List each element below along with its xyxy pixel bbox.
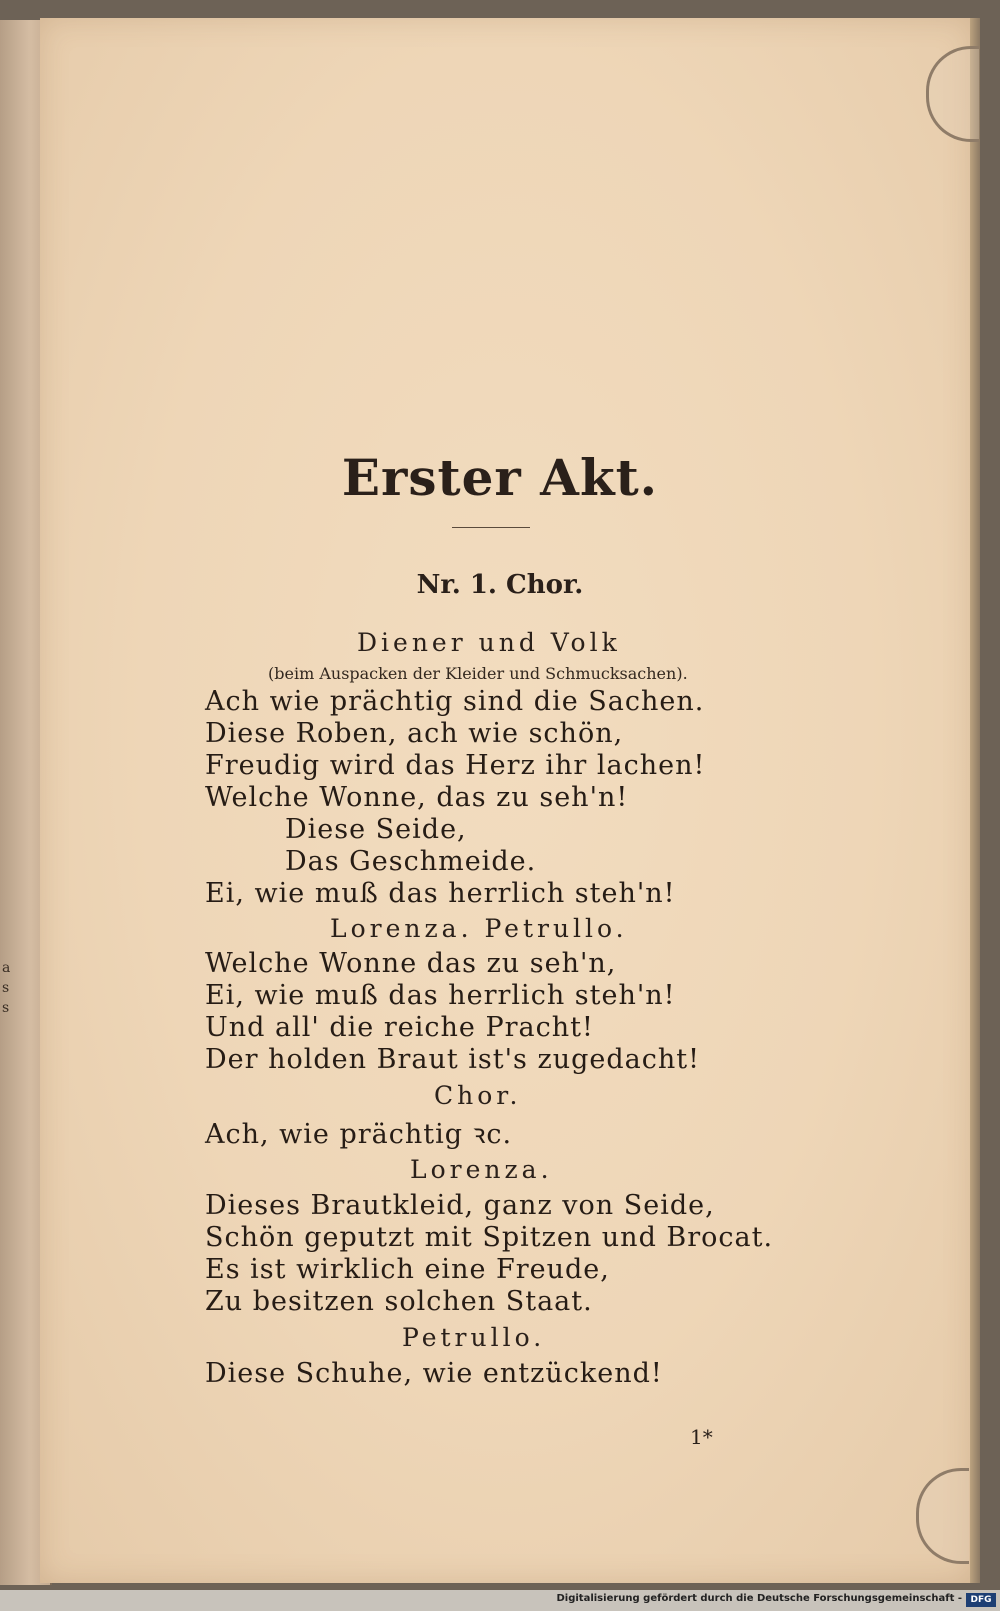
dfg-logo: DFG [966, 1593, 996, 1607]
verse-line: Und all' die reiche Pracht! [205, 1012, 594, 1043]
footer-bar [0, 1590, 1000, 1611]
verse-line: Zu besitzen solchen Staat. [205, 1286, 593, 1317]
verse-line: Diese Roben, ach wie schön, [205, 718, 624, 749]
speaker-heading: Lorenza. Petrullo. [330, 914, 628, 943]
speaker-heading: Petrullo. [402, 1323, 546, 1352]
verse-line: Ach wie prächtig sind die Sachen. [205, 686, 705, 717]
verse-line: Der holden Braut ist's zugedacht! [205, 1044, 700, 1075]
speaker-heading: Chor. [434, 1081, 522, 1110]
verse-line: Freudig wird das Herz ihr lachen! [205, 750, 706, 781]
page-edge [970, 18, 980, 1583]
verse-line: Das Geschmeide. [285, 846, 537, 877]
verse-line: Diese Seide, [285, 814, 467, 845]
speaker-heading: Diener und Volk [357, 628, 621, 657]
verse-line: Welche Wonne, das zu seh'n! [205, 782, 629, 813]
speaker-heading: Lorenza. [410, 1155, 553, 1184]
verse-line: Welche Wonne das zu seh'n, [205, 948, 617, 979]
previous-page-glyph: s [2, 980, 10, 996]
page-number: 1* [690, 1425, 713, 1449]
title-divider [452, 527, 530, 528]
verse-line: Ei, wie muß das herrlich steh'n! [205, 980, 676, 1011]
stage-direction: (beim Auspacken der Kleider und Schmucksachen). [268, 664, 688, 683]
verse-line: Schön geputzt mit Spitzen und Brocat. [205, 1222, 774, 1253]
act-title: Erster Akt. [341, 448, 659, 507]
number-heading: Nr. 1. Chor. [416, 570, 584, 600]
verse-line: Dieses Brautkleid, ganz von Seide, [205, 1190, 715, 1221]
previous-page-glyph: s [2, 1000, 10, 1016]
verse-line: Ei, wie muß das herrlich steh'n! [205, 878, 676, 909]
verse-line: Diese Schuhe, wie entzückend! [205, 1358, 663, 1389]
verse-line: Es ist wirklich eine Freude, [205, 1254, 610, 1285]
footer-credit: Digitalisierung gefördert durch die Deutsche Forschungsgemeinschaft - [556, 1593, 962, 1604]
previous-page-glyph: a [2, 960, 11, 976]
verse-line: Ach, wie prächtig ꝛc. [205, 1119, 513, 1150]
